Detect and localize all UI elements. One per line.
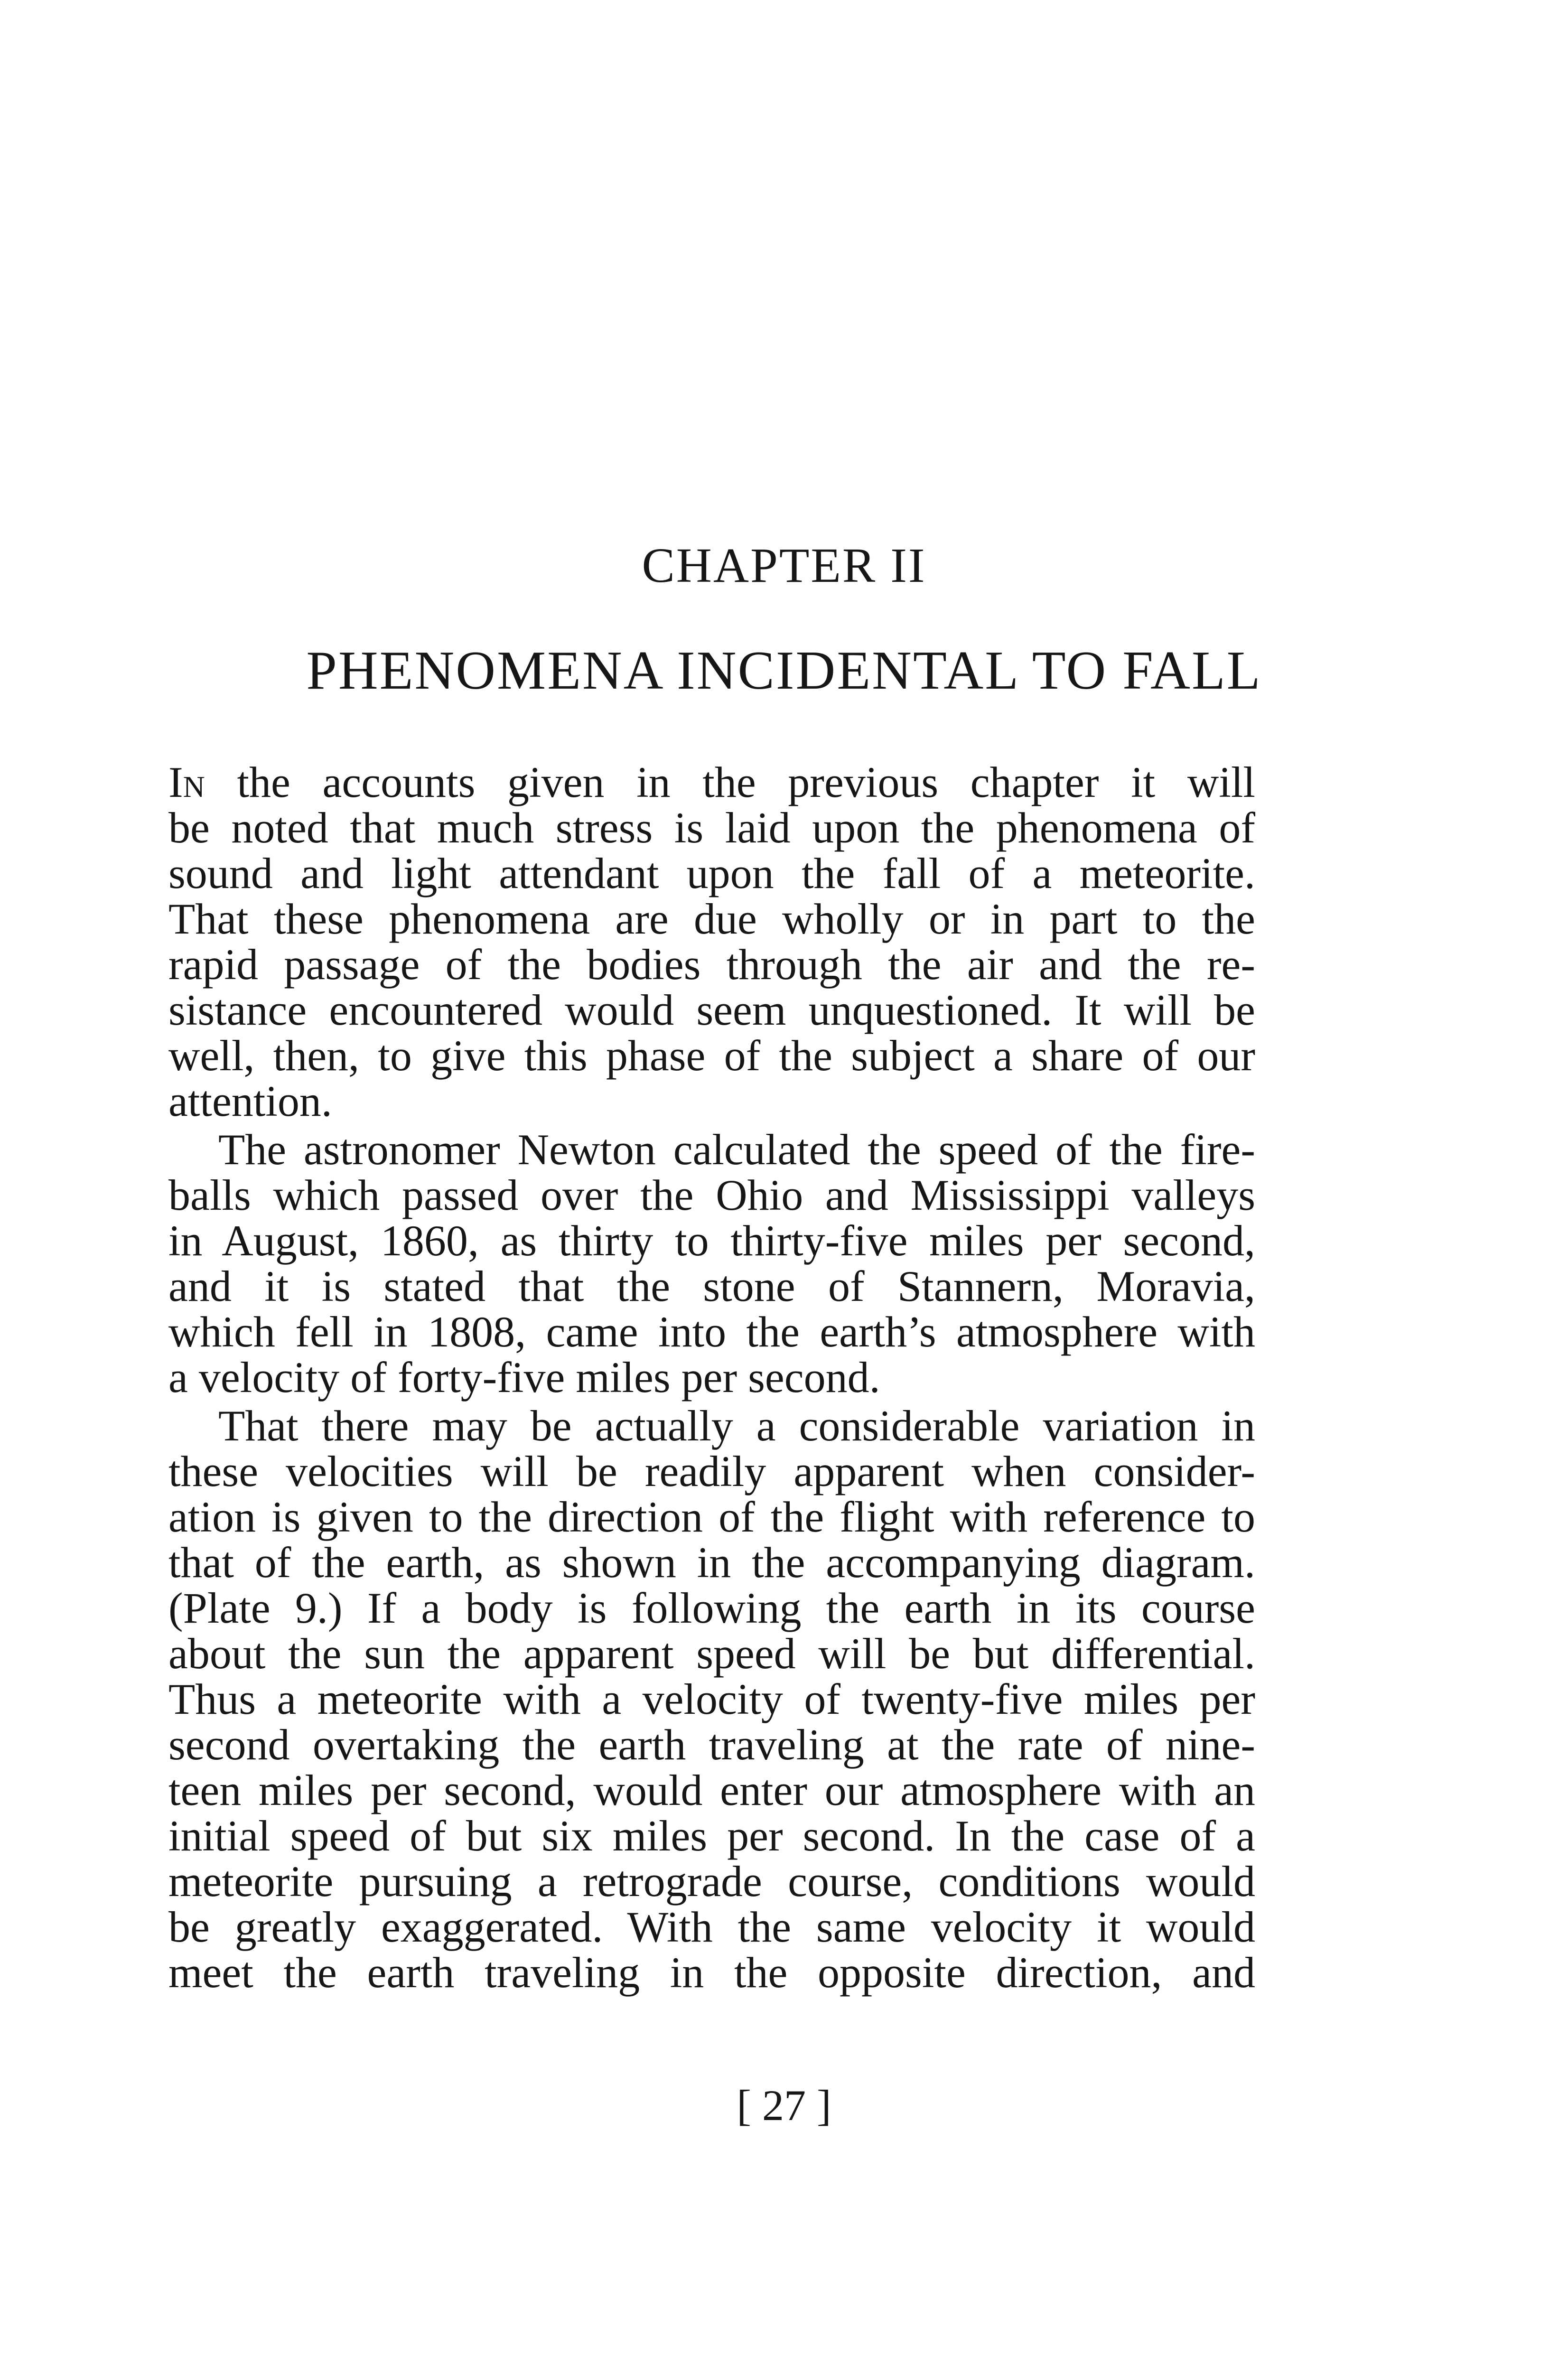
text-line: attention. <box>168 1077 332 1125</box>
text-line: initial speed of but six miles per second. In the case of a <box>168 1812 1255 1860</box>
text-line: about the sun the apparent speed will be but differential. <box>168 1629 1255 1678</box>
text-line-rest: the accounts given in the previous chapter it will <box>205 758 1255 806</box>
text-line: which fell in 1808, came into the earth’s atmosphere with <box>168 1308 1255 1356</box>
text-line: that of the earth, as shown in the accompanying diagram. <box>168 1538 1255 1587</box>
text-line: second overtaking the earth traveling at the rate of nine- <box>168 1720 1255 1769</box>
text-line: a velocity of forty-five miles per second. <box>168 1353 880 1401</box>
text-line: (Plate 9.) If a body is following the earth in its course <box>168 1584 1255 1632</box>
text-line: sound and light attendant upon the fall of a meteorite. <box>168 849 1255 897</box>
text-line: teen miles per second, would enter our atmosphere with an <box>168 1766 1255 1814</box>
text-line: sistance encountered would seem unquestioned. It will be <box>168 986 1255 1034</box>
text-line: balls which passed over the Ohio and Mississippi valleys <box>168 1171 1255 1219</box>
paragraph <box>168 1403 1255 1995</box>
text-line: these velocities will be readily apparent when consider- <box>168 1447 1255 1495</box>
text-line: in August, 1860, as thirty to thirty-five miles per second, <box>168 1216 1255 1265</box>
text-line: be noted that much stress is laid upon the phenomena of <box>168 803 1255 852</box>
text-line: and it is stated that the stone of Stannern, Moravia, <box>168 1262 1255 1310</box>
text-line: be greatly exaggerated. With the same velocity it would <box>168 1903 1255 1951</box>
chapter-title: PHENOMENA INCIDENTAL TO FALL <box>306 640 1262 701</box>
text-line: well, then, to give this phase of the subject a share of our <box>168 1031 1255 1080</box>
paragraph <box>168 759 1255 1124</box>
text-line: meet the earth traveling in the opposite direction, and <box>168 1948 1255 1997</box>
text-line: Thus a meteorite with a velocity of twenty-five miles per <box>168 1675 1255 1723</box>
text-line: That these phenomena are due wholly or in part to the <box>168 895 1255 943</box>
text-line: That there may be actually a considerable variation in <box>218 1401 1255 1450</box>
paragraph <box>168 1127 1255 1400</box>
text-line: The astronomer Newton calculated the speed of the fire- <box>218 1125 1255 1174</box>
text-line: rapid passage of the bodies through the air and the re- <box>168 940 1255 989</box>
text-line <box>168 759 1255 805</box>
chapter-number: CHAPTER II <box>642 538 926 593</box>
page-number: [ 27 ] <box>737 2081 831 2130</box>
body-text <box>168 759 1255 1995</box>
opening-word: In <box>168 758 205 806</box>
text-line: meteorite pursuing a retrograde course, conditions would <box>168 1857 1255 1906</box>
text-line: ation is given to the direction of the flight with reference to <box>168 1493 1255 1541</box>
